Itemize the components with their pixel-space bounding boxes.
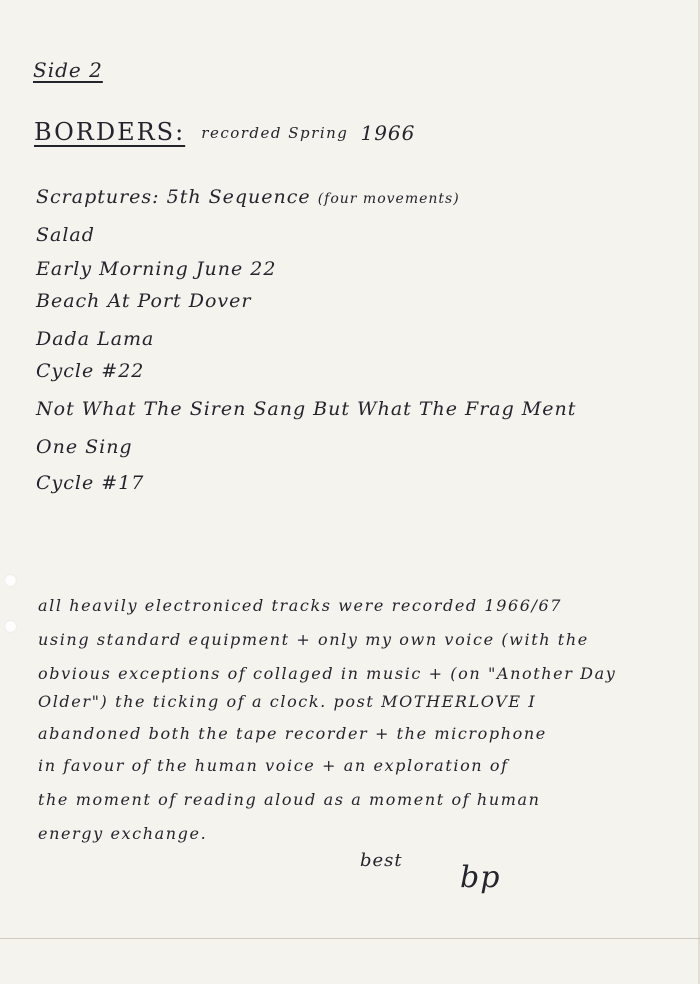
paper-fold-line	[0, 938, 700, 939]
note-line: energy exchange.	[38, 824, 208, 843]
note-line: Older") the ticking of a clock. post MOTHERLOVE I	[38, 692, 537, 711]
album-title: BORDERS:	[34, 118, 186, 146]
track-item	[36, 186, 460, 208]
punch-hole	[4, 574, 17, 587]
recorded-year: 1966	[360, 121, 416, 145]
track-item: Cycle #17	[36, 472, 145, 494]
punch-hole	[4, 620, 17, 633]
note-line: all heavily electroniced tracks were recorded 1966/67	[38, 596, 563, 615]
album-heading	[34, 118, 415, 146]
note-line: using standard equipment + only my own voice (with the	[38, 630, 589, 649]
track-title: Scraptures: 5th Sequence	[36, 186, 311, 208]
note-line: abandoned both the tape recorder + the microphone	[38, 724, 547, 743]
track-item: Cycle #22	[36, 360, 145, 382]
track-note: (four movements)	[317, 191, 460, 207]
note-line: obvious exceptions of collaged in music + (on "Another Day	[38, 664, 617, 683]
track-item: Early Morning June 22	[36, 258, 277, 280]
note-line: the moment of reading aloud as a moment of human	[38, 790, 541, 809]
note-line: in favour of the human voice + an exploration of	[38, 756, 509, 775]
track-item: Salad	[36, 224, 95, 246]
recorded-note: recorded Spring	[201, 124, 349, 142]
side-label: Side 2	[33, 58, 103, 82]
track-item: Dada Lama	[36, 328, 155, 350]
track-item: Not What The Siren Sang But What The Frag Ment	[36, 398, 577, 420]
track-item: One Sing	[36, 436, 133, 458]
track-item: Beach At Port Dover	[36, 290, 252, 312]
signature-initials: bp	[460, 860, 501, 895]
signature-closing: best	[360, 850, 403, 871]
